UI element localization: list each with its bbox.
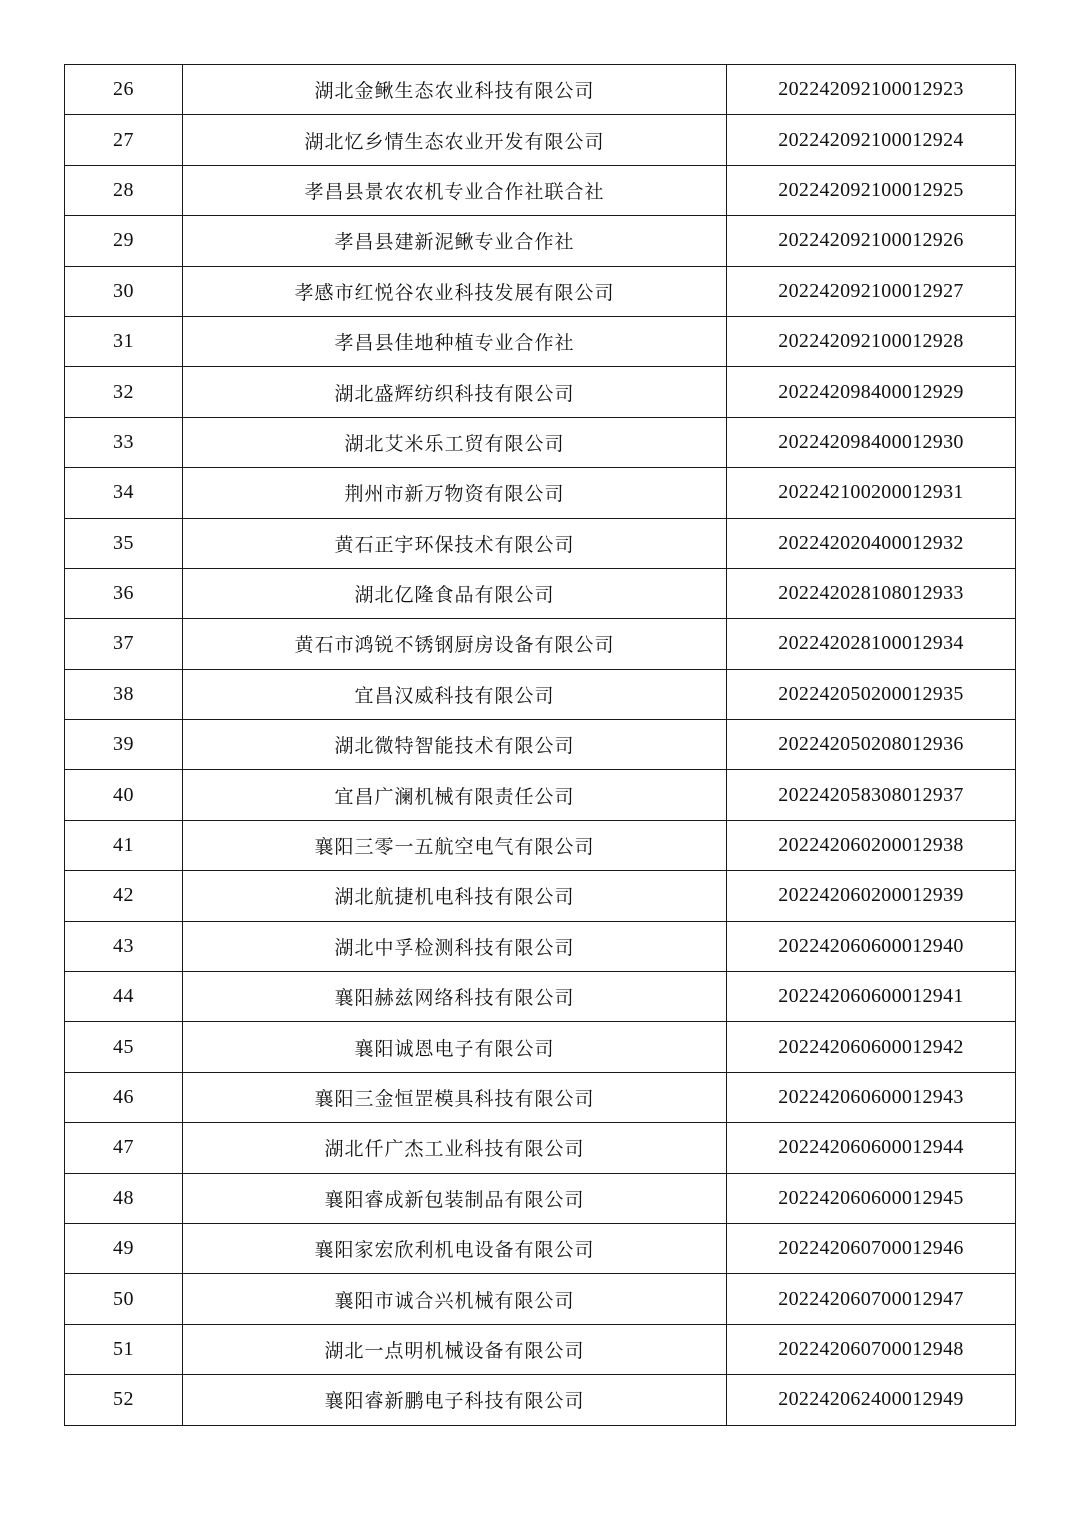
row-number: 34	[65, 468, 183, 518]
registration-code: 202242020400012932	[727, 518, 1016, 568]
registration-code: 202242060700012947	[727, 1274, 1016, 1324]
row-number: 26	[65, 65, 183, 115]
table-row	[65, 266, 1016, 316]
company-name: 湖北一点明机械设备有限公司	[183, 1324, 727, 1374]
row-number: 48	[65, 1173, 183, 1223]
table-row	[65, 1022, 1016, 1072]
row-number: 49	[65, 1223, 183, 1273]
row-number: 27	[65, 115, 183, 165]
company-name: 襄阳睿成新包装制品有限公司	[183, 1173, 727, 1223]
table-row	[65, 165, 1016, 215]
table-row	[65, 115, 1016, 165]
table-body	[65, 65, 1016, 1426]
registration-code: 202242060600012945	[727, 1173, 1016, 1223]
table-row	[65, 468, 1016, 518]
registration-code: 202242060700012946	[727, 1223, 1016, 1273]
registration-code: 202242092100012923	[727, 65, 1016, 115]
registration-code: 202242092100012925	[727, 165, 1016, 215]
registration-code: 202242100200012931	[727, 468, 1016, 518]
table-row	[65, 65, 1016, 115]
registration-code: 202242092100012927	[727, 266, 1016, 316]
table-row	[65, 568, 1016, 618]
row-number: 39	[65, 720, 183, 770]
row-number: 46	[65, 1072, 183, 1122]
table-row	[65, 972, 1016, 1022]
row-number: 52	[65, 1375, 183, 1425]
registration-code: 202242098400012929	[727, 367, 1016, 417]
company-name: 黄石正宇环保技术有限公司	[183, 518, 727, 568]
row-number: 50	[65, 1274, 183, 1324]
table-row	[65, 216, 1016, 266]
company-name: 湖北盛辉纺织科技有限公司	[183, 367, 727, 417]
table-row	[65, 1375, 1016, 1425]
company-name: 孝昌县建新泥鳅专业合作社	[183, 216, 727, 266]
row-number: 36	[65, 568, 183, 618]
table-row	[65, 921, 1016, 971]
row-number: 41	[65, 820, 183, 870]
registration-code: 202242028100012934	[727, 619, 1016, 669]
row-number: 40	[65, 770, 183, 820]
row-number: 43	[65, 921, 183, 971]
registration-code: 202242092100012924	[727, 115, 1016, 165]
table-row	[65, 720, 1016, 770]
company-name: 荆州市新万物资有限公司	[183, 468, 727, 518]
company-name: 湖北航捷机电科技有限公司	[183, 871, 727, 921]
company-name: 襄阳家宏欣利机电设备有限公司	[183, 1223, 727, 1273]
company-name: 襄阳诚恩电子有限公司	[183, 1022, 727, 1072]
table-row	[65, 417, 1016, 467]
company-name: 襄阳三零一五航空电气有限公司	[183, 820, 727, 870]
registration-code: 202242092100012926	[727, 216, 1016, 266]
company-name: 襄阳市诚合兴机械有限公司	[183, 1274, 727, 1324]
company-name: 湖北仟广杰工业科技有限公司	[183, 1123, 727, 1173]
row-number: 29	[65, 216, 183, 266]
table-row	[65, 367, 1016, 417]
table-row	[65, 1324, 1016, 1374]
registration-code: 202242058308012937	[727, 770, 1016, 820]
row-number: 42	[65, 871, 183, 921]
company-name: 宜昌广澜机械有限责任公司	[183, 770, 727, 820]
company-name: 孝昌县佳地种植专业合作社	[183, 316, 727, 366]
table-row	[65, 871, 1016, 921]
company-name: 湖北微特智能技术有限公司	[183, 720, 727, 770]
row-number: 47	[65, 1123, 183, 1173]
row-number: 30	[65, 266, 183, 316]
row-number: 35	[65, 518, 183, 568]
registration-code: 202242060200012939	[727, 871, 1016, 921]
table-row	[65, 1072, 1016, 1122]
table-row	[65, 1173, 1016, 1223]
table-row	[65, 619, 1016, 669]
row-number: 32	[65, 367, 183, 417]
row-number: 45	[65, 1022, 183, 1072]
table-row	[65, 1123, 1016, 1173]
registration-code: 202242062400012949	[727, 1375, 1016, 1425]
row-number: 51	[65, 1324, 183, 1374]
registration-code: 202242028108012933	[727, 568, 1016, 618]
company-name: 湖北亿隆食品有限公司	[183, 568, 727, 618]
table-row	[65, 1223, 1016, 1273]
registration-code: 202242060200012938	[727, 820, 1016, 870]
registration-code: 202242060600012943	[727, 1072, 1016, 1122]
company-name: 孝感市红悦谷农业科技发展有限公司	[183, 266, 727, 316]
company-name: 湖北中孚检测科技有限公司	[183, 921, 727, 971]
registration-code: 202242060600012941	[727, 972, 1016, 1022]
company-name: 孝昌县景农农机专业合作社联合社	[183, 165, 727, 215]
registration-code: 202242060700012948	[727, 1324, 1016, 1374]
company-name: 湖北忆乡情生态农业开发有限公司	[183, 115, 727, 165]
company-name: 湖北艾米乐工贸有限公司	[183, 417, 727, 467]
registration-code: 202242060600012942	[727, 1022, 1016, 1072]
row-number: 28	[65, 165, 183, 215]
company-name: 湖北金鳅生态农业科技有限公司	[183, 65, 727, 115]
company-registry-table	[64, 64, 1016, 1426]
registration-code: 202242050208012936	[727, 720, 1016, 770]
company-name: 襄阳赫兹网络科技有限公司	[183, 972, 727, 1022]
company-name: 襄阳三金恒罡模具科技有限公司	[183, 1072, 727, 1122]
table-row	[65, 669, 1016, 719]
table-row	[65, 518, 1016, 568]
row-number: 38	[65, 669, 183, 719]
row-number: 37	[65, 619, 183, 669]
registration-code: 202242050200012935	[727, 669, 1016, 719]
company-name: 宜昌汉威科技有限公司	[183, 669, 727, 719]
table-row	[65, 316, 1016, 366]
row-number: 44	[65, 972, 183, 1022]
table-row	[65, 820, 1016, 870]
row-number: 33	[65, 417, 183, 467]
company-name: 黄石市鸿锐不锈钢厨房设备有限公司	[183, 619, 727, 669]
registration-code: 202242092100012928	[727, 316, 1016, 366]
table-row	[65, 770, 1016, 820]
registration-code: 202242098400012930	[727, 417, 1016, 467]
registration-code: 202242060600012940	[727, 921, 1016, 971]
company-name: 襄阳睿新鹏电子科技有限公司	[183, 1375, 727, 1425]
row-number: 31	[65, 316, 183, 366]
registration-code: 202242060600012944	[727, 1123, 1016, 1173]
table-row	[65, 1274, 1016, 1324]
